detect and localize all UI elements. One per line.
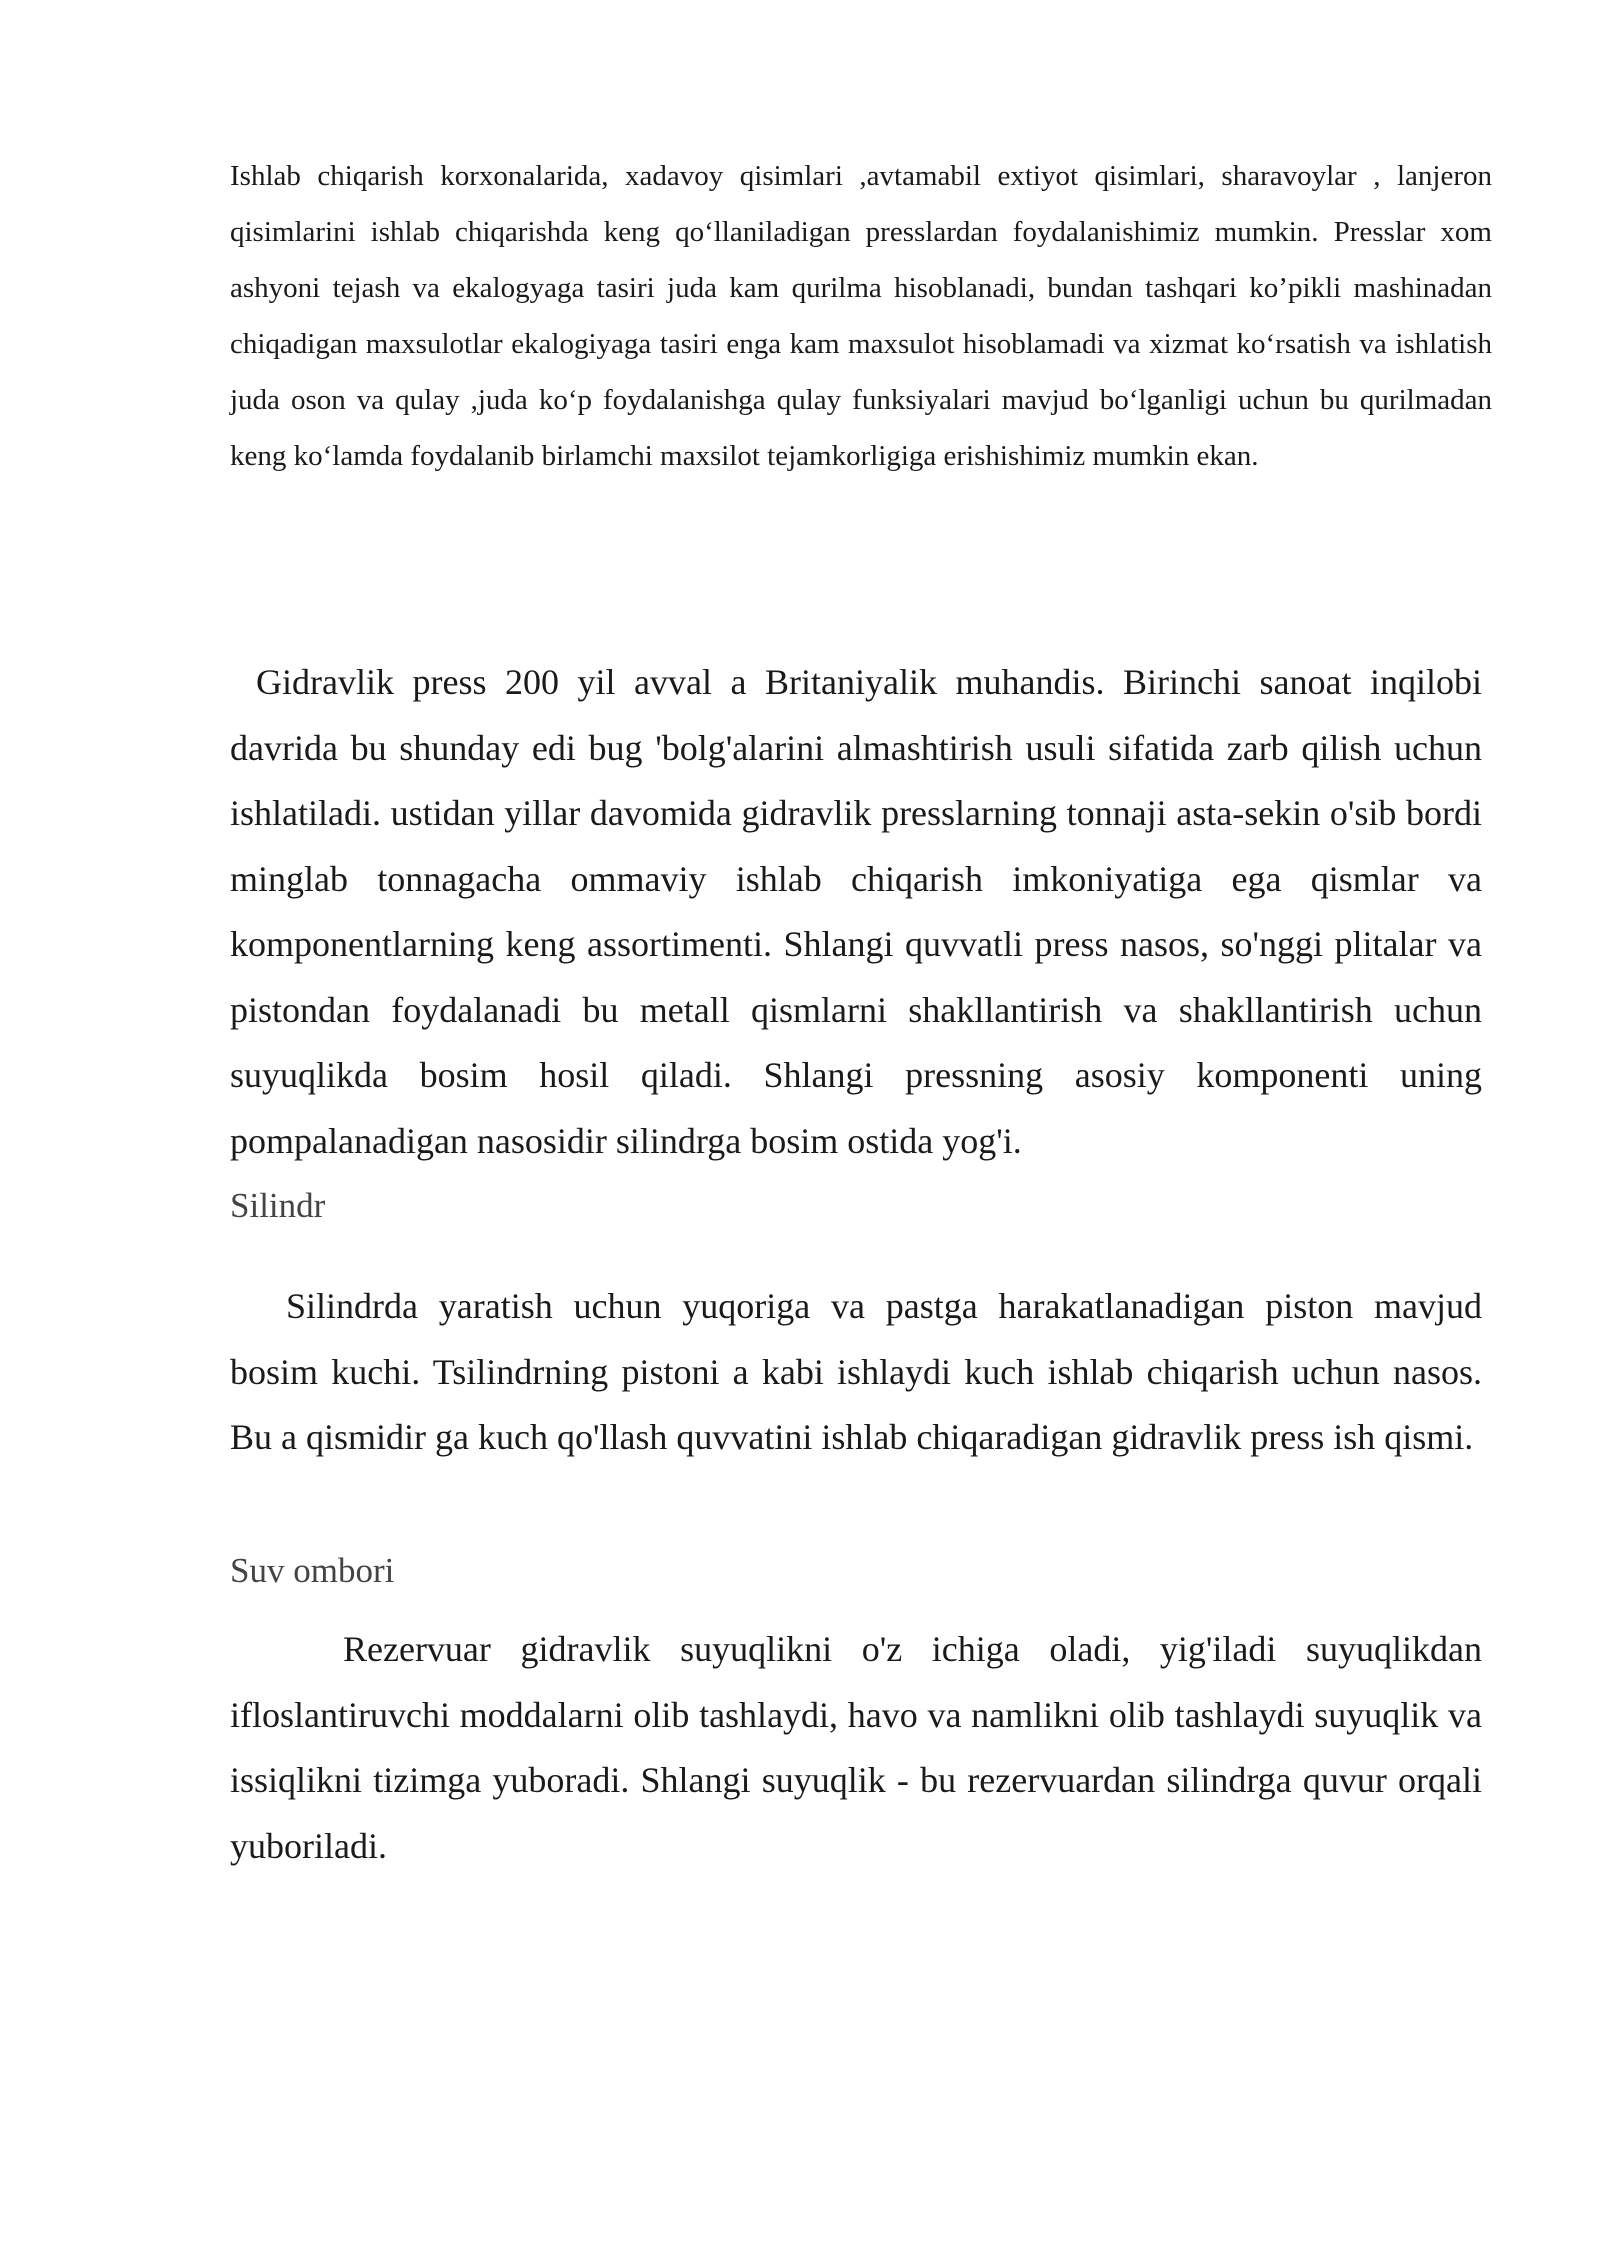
reservoir-paragraph: Rezervuar gidravlik suyuqlikni o'z ichiga oladi, yig'iladi suyuqlikdan ifloslantiruvchi moddalarni olib tashlaydi, havo va namlikni olib tashlaydi suyuqlik va issiqlikni tizimga yuboradi. Shlangi suyuqlik - bu rezervuardan silindrga quvur orqali yuboriladi. (230, 1629, 1482, 1866)
cylinder-paragraph: Silindrda yaratish uchun yuqoriga va pastga harakatlanadigan piston mavjud bosim kuchi. Tsilindrning pistoni a kabi ishlaydi kuch ishlab chiqarish uchun nasos. Bu a qismidir ga kuch qo'llash quvvatini ishlab chiqaradigan gidravlik press ish qismi. (230, 1286, 1482, 1457)
history-paragraph: Gidravlik press 200 yil avval a Britaniyalik muhandis. Birinchi sanoat inqilobi davrida bu shunday edi bug 'bolg'alarini almashtirish usuli sifatida zarb qilish uchun ishlatiladi. ustidan yillar davomida gidravlik presslarning tonnaji asta-sekin o'sib bordi minglab tonnagacha ommaviy ishlab chiqarish imkoniyatiga ega qismlar va komponentlarning keng assortimenti. Shlangi quvvatli press nasos, so'nggi plitalar va pistondan foydalanadi bu metall qismlarni shakllantirish va shakllantirish uchun suyuqlikda bosim hosil qiladi. Shlangi pressning asosiy komponenti uning pompalanadigan nasosidir silindrga bosim ostida yog'i. (230, 662, 1482, 1161)
intro-paragraph: Ishlab chiqarish korxonalarida, xadavoy qisimlari ,avtamabil extiyot qisimlari, sharavoylar , lanjeron qisimlarini ishlab chiqarishda keng qo‘llaniladigan presslardan foydalanishimiz mumkin. Presslar xom ashyoni tejash va ekalogyaga tasiri juda kam qurilma hisoblanadi, bundan tashqari ko’pikli mashinadan chiqadigan maxsulotlar ekalogiyaga tasiri enga kam maxsulot hisoblamadi va xizmat ko‘rsatish va ishlatish juda oson va qulay ,juda ko‘p foydalanishga qulay funksiyalari mavjud bo‘lganligi uchun bu qurilmadan keng ko‘lamda foydalanib birlamchi maxsilot tejamkorligiga erishishimiz mumkin ekan. (230, 160, 1492, 472)
cylinder-heading: Silindr (230, 1186, 326, 1225)
reservoir-heading: Suv ombori (230, 1551, 395, 1590)
